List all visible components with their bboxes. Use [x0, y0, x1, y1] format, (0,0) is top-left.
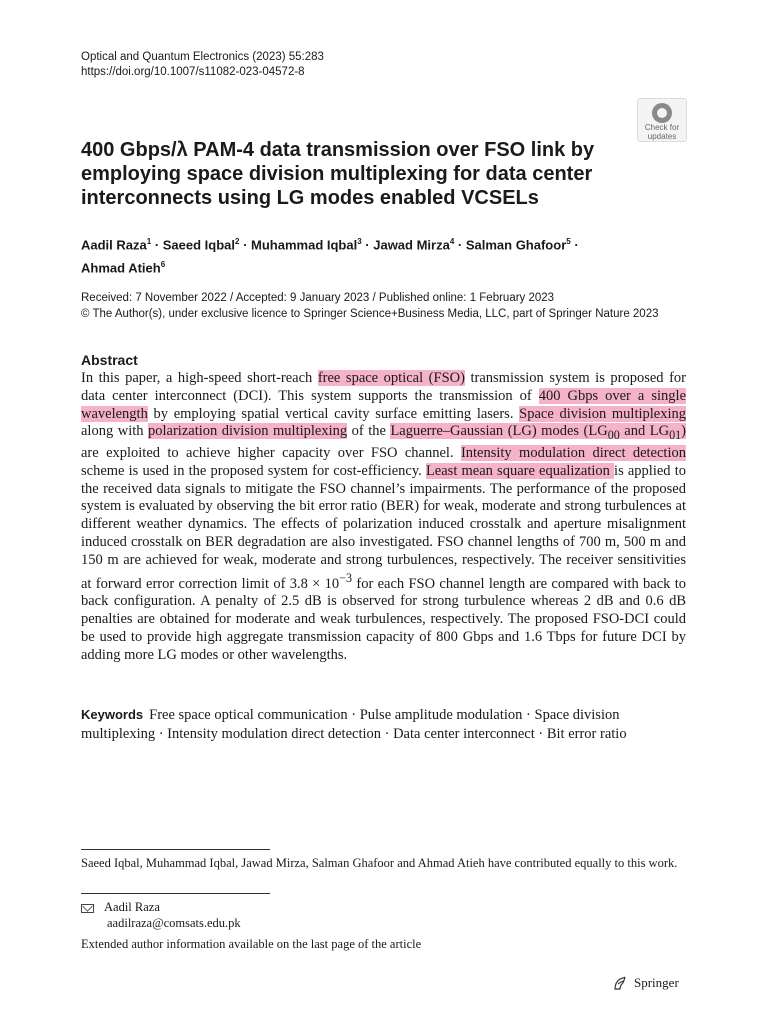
- journal-citation: [81, 50, 324, 80]
- springer-horse-icon: [612, 975, 628, 991]
- highlight-text: ): [681, 423, 687, 440]
- author-affiliation: 5: [566, 237, 571, 246]
- author-affiliation: 6: [160, 260, 166, 270]
- author-affiliation: 3: [357, 237, 362, 246]
- highlight-text: Laguerre–Gaussian (LG) modes (LG: [390, 423, 608, 440]
- subscript: 01: [669, 428, 682, 443]
- highlight[interactable]: 400 Gbps over a single wavelength: [81, 387, 686, 422]
- highlight[interactable]: Space division multiplexing: [519, 405, 686, 422]
- abstract-text: In this paper, a high-speed short-reach: [81, 370, 318, 386]
- received-line: Received: 7 November 2022 / Accepted: 9 January 2023 / Published online: 1 February 2023: [81, 292, 555, 304]
- superscript: −3: [339, 570, 353, 585]
- keywords-text: Free space optical communication · Pulse amplitude modulation · Space division multiplexing · Intensity modulation direct detection · Data center interconnect · Bit error ratio: [81, 707, 627, 742]
- contact-divider: [81, 893, 270, 894]
- abstract-text: transmission system is proposed for data center interconnect (DCI). This system supports the transmission of: [81, 370, 686, 404]
- paper-title: 400 Gbps/λ PAM-4 data transmission over FSO link by employing space division multiplexing for data center interconnects using LG modes enabled VCSELs: [81, 139, 595, 209]
- corresponding-author: [81, 899, 241, 931]
- contact-name: Aadil Raza: [104, 900, 160, 914]
- subscript: 00: [607, 428, 620, 443]
- author-affiliation: 4: [449, 237, 455, 246]
- envelope-icon: [81, 904, 94, 913]
- abstract-text: are exploited to achieve higher capacity over FSO channel.: [81, 445, 461, 462]
- extended-author-info: Extended author information available on the last page of the article: [81, 937, 422, 951]
- highlight-text: and LG: [619, 423, 670, 440]
- badge-line2: updates: [647, 132, 677, 141]
- author-separator: ·: [454, 237, 466, 253]
- author-separator: ·: [151, 237, 163, 253]
- refresh-icon: [652, 103, 672, 123]
- author-affiliation: 1: [146, 237, 152, 246]
- author-affiliation: 2: [235, 237, 240, 246]
- author-name[interactable]: Saeed Iqbal: [162, 237, 236, 253]
- author-name[interactable]: Muhammad Iqbal: [251, 237, 358, 253]
- abstract-text: of the: [347, 423, 391, 440]
- publisher-logo: [612, 975, 679, 991]
- highlight[interactable]: Intensity modulation direct detection: [460, 445, 686, 462]
- publication-dates: [81, 290, 701, 322]
- author-name[interactable]: Jawad Mirza: [373, 237, 450, 253]
- author-separator: ·: [239, 237, 252, 253]
- contribution-footnote: Saeed Iqbal, Muhammad Iqbal, Jawad Mirza, Salman Ghafoor and Ahmad Atieh have contributed equally to this work.: [81, 856, 678, 870]
- journal-line: Optical and Quantum Electronics (2023) 55:283: [81, 51, 324, 63]
- abstract-heading: Abstract: [81, 352, 138, 368]
- abstract-text: is applied to the received data signals to mitigate the FSO channel’s impairments. The performance of the proposed system is evaluated by observing the bit error ratio (BER) for weak, moderate and strong turbulences at different weather dynamics. The effects of polarization induced crosstalk and aperture misalignment induced crosstalk on BER degradation are also investigated. FSO channel lengths of 700 m, 500 m and 150 m are achieved for weak, moderate and strong turbulences, respectively. The receiver sensitivities at forward error correction limit of 3.8 × 10: [81, 462, 686, 592]
- publisher-name: Springer: [634, 975, 679, 990]
- abstract-text: scheme is used in the proposed system for cost-efficiency.: [81, 462, 426, 479]
- author-list: [81, 232, 681, 279]
- keywords-label: Keywords: [81, 707, 144, 722]
- doi-link[interactable]: https://doi.org/10.1007/s11082-023-04572-8: [81, 66, 305, 78]
- footnote-divider: [81, 849, 270, 850]
- check-for-updates-badge[interactable]: [637, 98, 687, 142]
- author-name[interactable]: Ahmad Atieh: [81, 260, 161, 276]
- highlight[interactable]: free space optical (FSO): [317, 370, 465, 386]
- abstract-body: [81, 370, 686, 664]
- highlight[interactable]: [390, 423, 687, 443]
- abstract-text: along with: [81, 423, 149, 440]
- author-name[interactable]: Aadil Raza: [81, 237, 147, 253]
- author-name[interactable]: Salman Ghafoor: [465, 237, 567, 253]
- copyright-line: © The Author(s), under exclusive licence to Springer Science+Business Media, LLC, part of Springer Nature 2023: [81, 308, 659, 320]
- keywords-section: [81, 705, 681, 744]
- abstract-text: by employing spatial vertical cavity surface emitting lasers.: [147, 405, 520, 422]
- badge-line1: Check for: [644, 123, 680, 132]
- author-separator: ·: [361, 237, 374, 253]
- author-separator: ·: [570, 237, 579, 253]
- abstract-text: for each FSO channel length are compared with back to back configuration. A penalty of 2.5 dB is observed for strong turbulence whereas 2 dB and 0.6 dB penalties are obtained for moderate and weak turbulences, respectively. The proposed FSO-DCI could be used to provide high aggregate transmission capacity of 800 Gbps and 1.6 Tbps for future DCI by adding more LG modes or other wavelengths.: [81, 575, 686, 663]
- highlight[interactable]: Least mean square equalization: [425, 462, 615, 479]
- highlight[interactable]: polarization division multiplexing: [148, 423, 348, 440]
- contact-email[interactable]: aadilraza@comsats.edu.pk: [107, 916, 241, 930]
